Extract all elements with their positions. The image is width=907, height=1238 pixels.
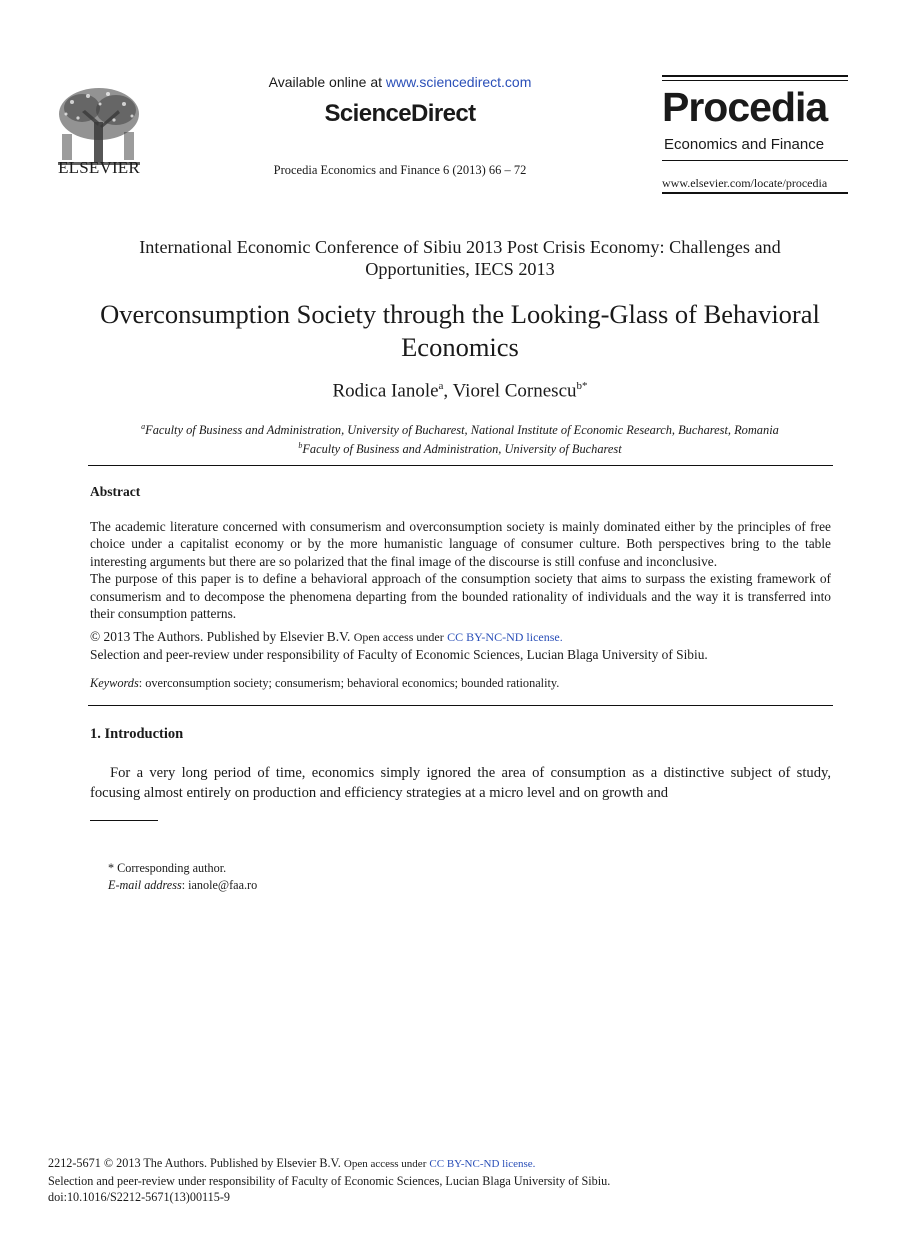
procedia-top-rule (662, 75, 848, 77)
corresponding-author-note: * Corresponding author. (108, 861, 227, 875)
footnote-rule (90, 820, 158, 821)
author-affiliation-mark: a (438, 380, 444, 392)
procedia-top-rule-thin (662, 80, 848, 81)
author-list (90, 380, 830, 402)
author-affiliation-mark: b* (576, 380, 588, 392)
journal-reference: Procedia Economics and Finance 6 (2013) 66 – 72 (273, 163, 527, 177)
abstract-paragraph: The purpose of this paper is to define a behavioral approach of the consumption society that aims to surpass the existing framework of consumerism and to decompose the phenomena departing from the bounded rationality of individuals and the way it is transferred into their consumption patterns. (90, 571, 831, 622)
abstract-body (90, 518, 831, 622)
affiliation-mark: b (298, 441, 303, 451)
keywords-line (90, 676, 831, 691)
affiliation-b (90, 438, 830, 457)
peer-review-line: Selection and peer-review under responsibility of Faculty of Economic Sciences, Lucian Blaga University of Sibiu. (90, 647, 708, 662)
procedia-url-link[interactable]: www.elsevier.com/locate/procedia (662, 176, 828, 190)
affiliations (90, 419, 830, 457)
procedia-journal-name: Procedia (662, 84, 828, 130)
author-name: Rodica Ianole (332, 380, 439, 402)
page-footer (48, 1155, 848, 1206)
footnotes (108, 860, 257, 893)
conference-name: International Economic Conference of Sibiu 2013 Post Crisis Economy: Challenges and Opportunities, IECS 2013 (139, 237, 781, 279)
open-access-label: Open access under (353, 630, 444, 644)
email-address: : ianole@faa.ro (181, 877, 258, 892)
author-separator: , (443, 380, 453, 402)
copyright-block (90, 628, 831, 663)
email-label: E-mail address (108, 877, 182, 892)
keywords-label: Keywords (90, 676, 139, 690)
license-link[interactable]: CC BY-NC-ND license. (447, 630, 563, 644)
sciencedirect-brand: ScienceDirect (324, 100, 476, 127)
footer-copyright: 2212-5671 © 2013 The Authors. Published by Elsevier B.V. (48, 1156, 341, 1170)
affiliation-text: Faculty of Business and Administration, University of Bucharest, National Institute of Economic Research, Bucharest, Romania (145, 423, 779, 438)
footer-copyright-line (48, 1155, 848, 1173)
footer-open-access-label: Open access under (343, 1158, 427, 1170)
procedia-mid-rule (662, 160, 848, 161)
affiliation-a (90, 419, 830, 438)
abstract-heading: Abstract (90, 484, 141, 499)
keywords-text: : overconsumption society; consumerism; behavioral economics; bounded rationality. (138, 676, 560, 690)
abstract-paragraph: The academic literature concerned with consumerism and overconsumption society is mainly dominated either by the principles of free choice under a capitalist economy or by the more humanistic language of consumer culture. Both perspectives bring to the table interesting arguments but there are so polarized that the final image of the discourse is still confuse and inconclusive. (90, 519, 831, 569)
section-divider (88, 465, 833, 466)
available-online-label: Available online at (268, 74, 386, 90)
available-online-line (200, 74, 600, 90)
copyright-text: © 2013 The Authors. Published by Elsevier B.V. (90, 629, 351, 644)
doi[interactable]: doi:10.1016/S2212-5671(13)00115-9 (48, 1190, 231, 1204)
affiliation-text: Faculty of Business and Administration, University of Bucharest (302, 442, 622, 457)
introduction-body (90, 764, 831, 803)
section-divider (88, 705, 833, 706)
footer-peer-review: Selection and peer-review under responsibility of Faculty of Economic Sciences, Lucian Blaga University of Sibiu. (48, 1173, 611, 1188)
procedia-journal-subtitle: Economics and Finance (664, 136, 825, 153)
paper-title: Overconsumption Society through the Looking-Glass of Behavioral Economics (100, 299, 820, 362)
introduction-heading: 1. Introduction (90, 726, 184, 742)
affiliation-mark: a (141, 422, 146, 431)
copyright-line (90, 628, 831, 646)
footer-license-link[interactable]: CC BY-NC-ND license. (429, 1158, 536, 1170)
author-name: Viorel Cornescu (452, 380, 577, 402)
email-note (108, 877, 257, 894)
introduction-paragraph: For a very long period of time, economics simply ignored the area of consumption as a distinctive subject of study, focusing almost entirely on production and efficiency strategies at a micro level and on growth and (90, 765, 831, 801)
elsevier-wordmark: ELSEVIER (58, 158, 140, 177)
procedia-bottom-rule (662, 192, 848, 194)
sciencedirect-link[interactable]: www.sciencedirect.com (385, 74, 532, 90)
